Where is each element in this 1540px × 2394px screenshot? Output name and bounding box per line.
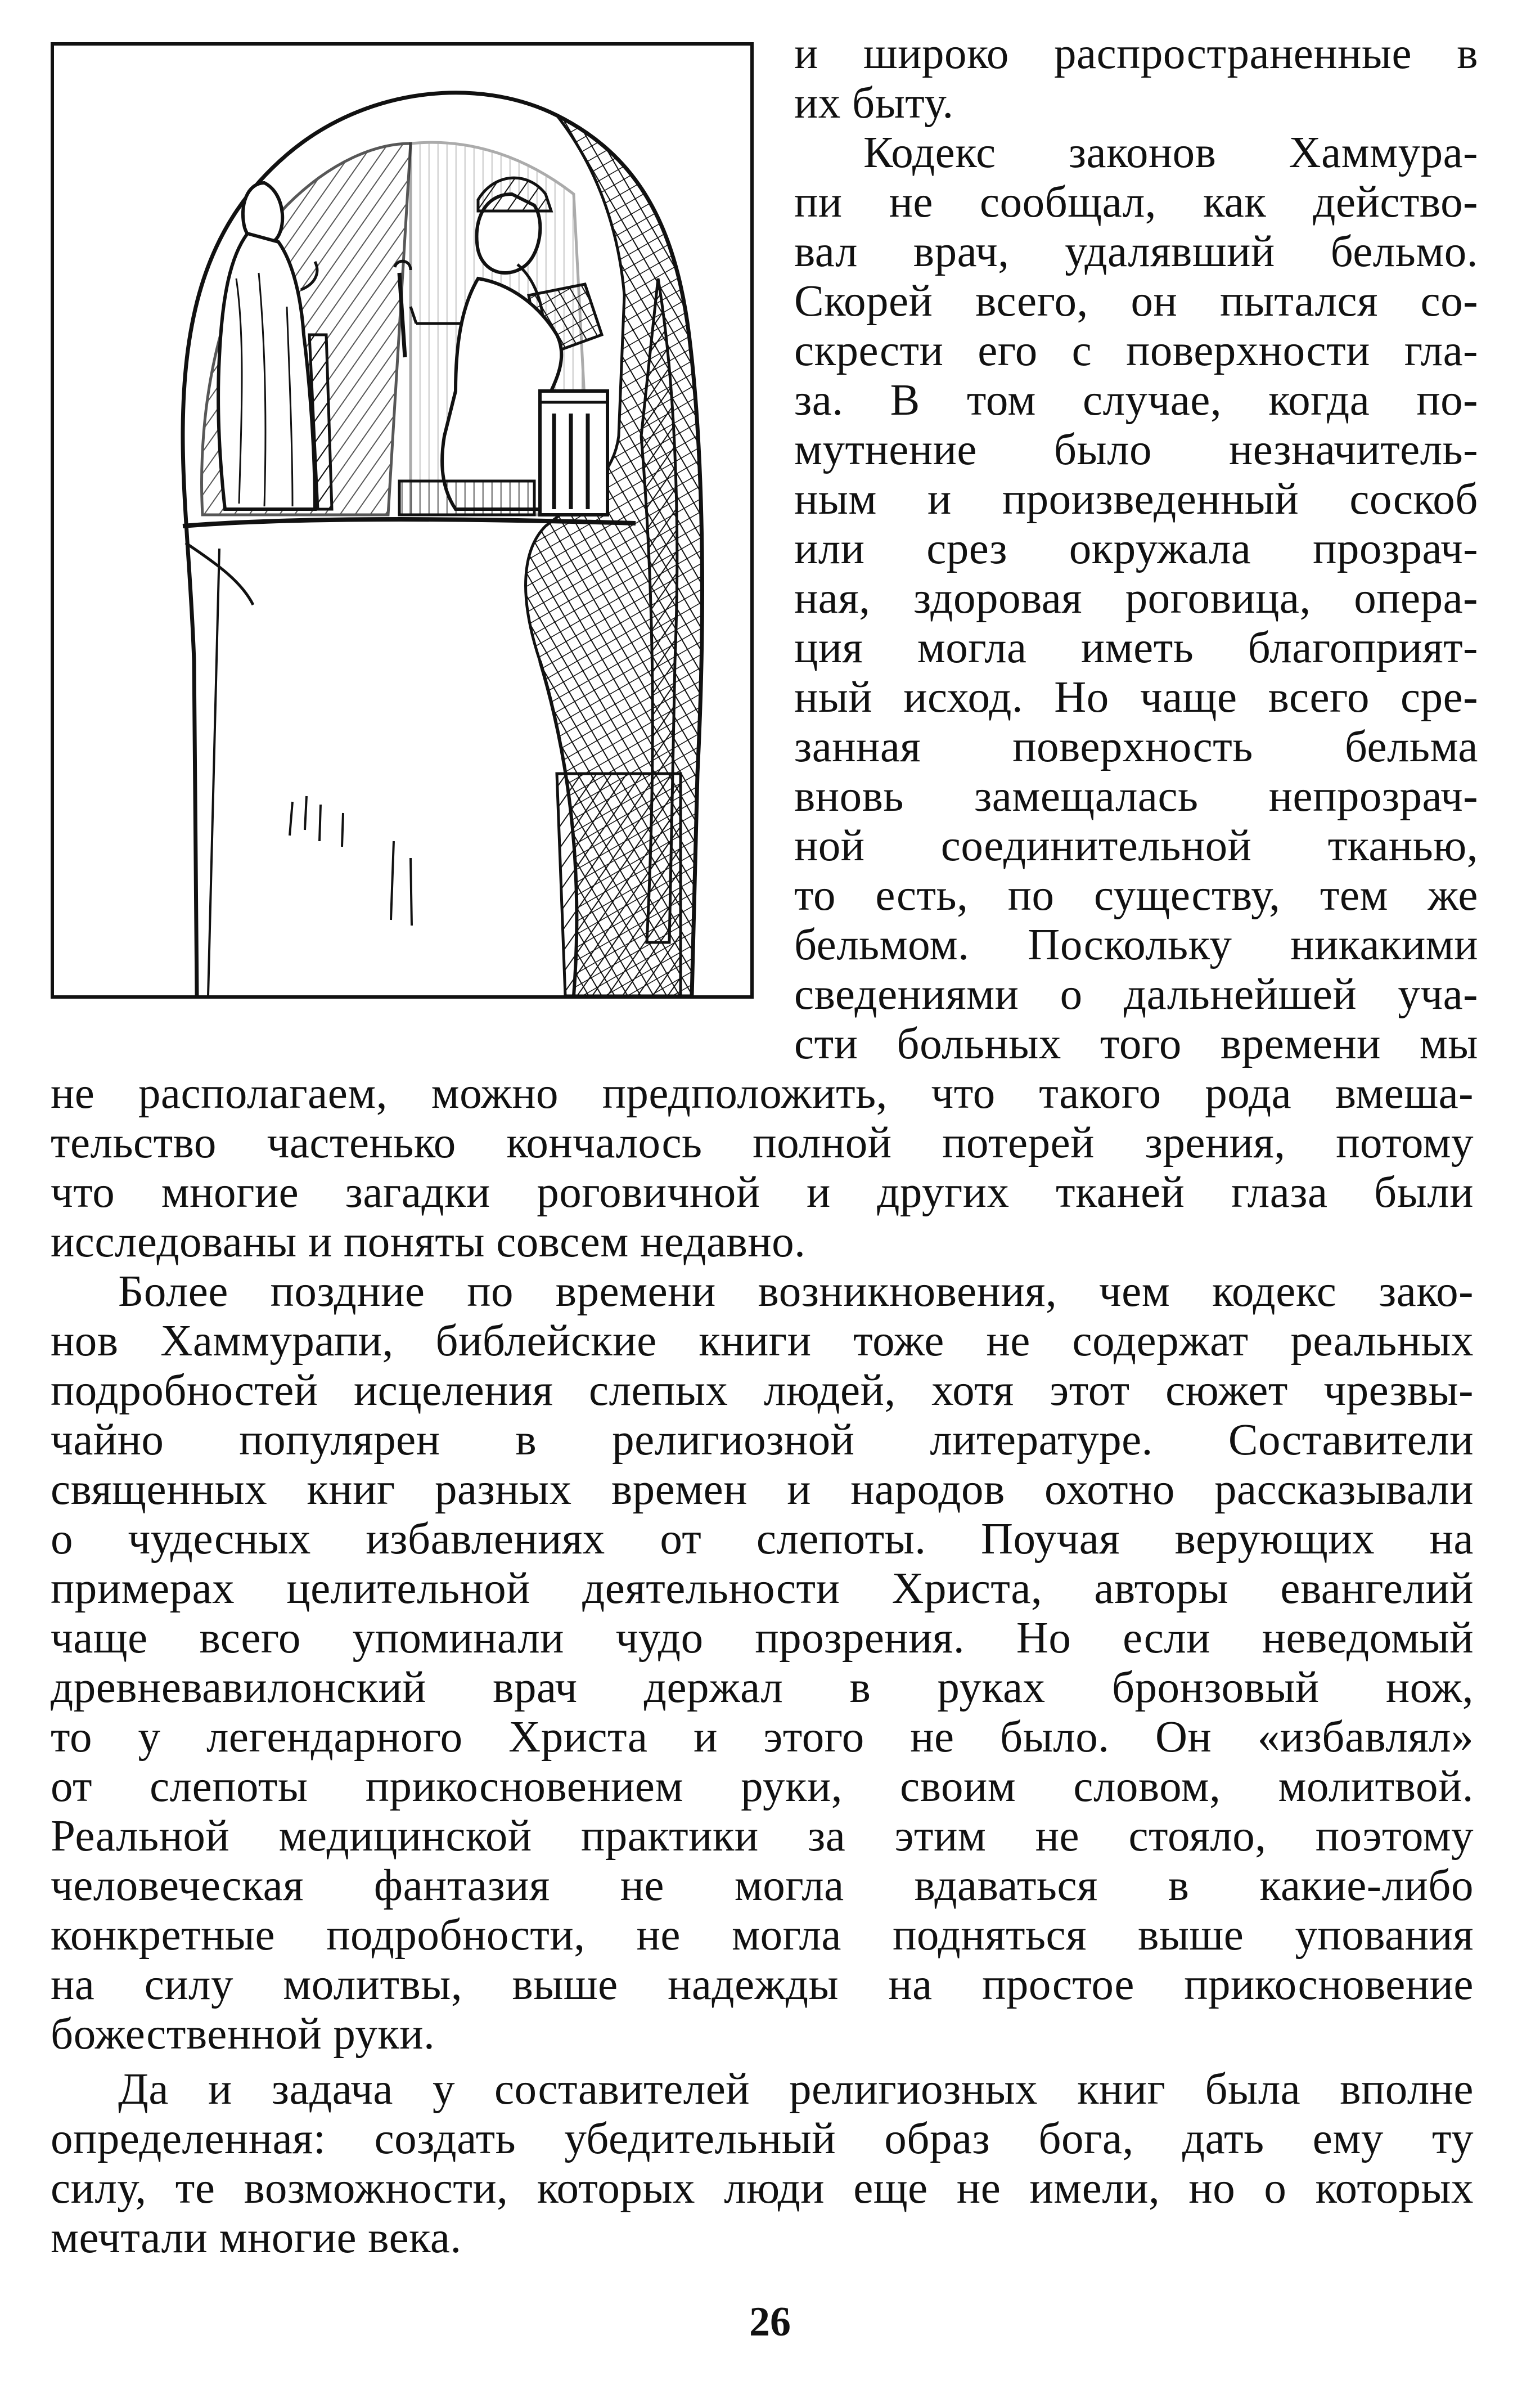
side-text-line: бельмом. Поскольку никакими [794, 920, 1478, 969]
body-text-line: конкретные подробности, не могла подняться выше упования [51, 1911, 1474, 1960]
side-text-line: то есть, по существу, тем же [794, 871, 1478, 920]
body-text-line: от слепоты прикосновением руки, своим словом, молитвой. [51, 1762, 1474, 1811]
side-text-line: Кодекс законов Хаммура- [863, 128, 1478, 177]
body-text-line: мечтали многие века. [51, 2213, 462, 2262]
body-text-line: Реальной медицинской практики за этим не стояло, поэтому [51, 1812, 1474, 1861]
side-text-line: занная поверхность бельма [794, 722, 1478, 771]
side-text-line: ция могла иметь благоприят- [794, 623, 1478, 672]
side-text-line: за. В том случае, когда по- [794, 376, 1478, 425]
body-text-line: тельство частенько кончалось полной потерей зрения, потому [51, 1119, 1474, 1167]
body-text-line: Да и задача у составителей религиозных книг была вполне [118, 2065, 1474, 2114]
body-text-line: определенная: создать убедительный образ бога, дать ему ту [51, 2114, 1474, 2163]
side-text-line: ным и произведенный соскоб [794, 475, 1478, 524]
side-text-line: скрести его с поверхности гла- [794, 326, 1478, 375]
body-text-line: древневавилонский врач держал в руках бронзовый нож, [51, 1663, 1474, 1712]
side-text-line: мутнение было незначитель- [794, 425, 1478, 474]
stele-illustration [51, 42, 754, 999]
body-text-line: исследованы и поняты совсем недавно. [51, 1218, 806, 1266]
body-text-line: чаще всего упоминали чудо прозрения. Но если неведомый [51, 1614, 1474, 1663]
side-text-line: ная, здоровая роговица, опера- [794, 574, 1478, 623]
body-text-line: подробностей исцеления слепых людей, хотя этот сюжет чрезвы- [51, 1366, 1474, 1415]
side-text-line: вал врач, удалявший бельмо. [794, 227, 1478, 276]
side-text-line: пи не сообщал, как действо- [794, 178, 1478, 227]
side-text-line: и широко распространенные в [794, 29, 1478, 78]
side-text-line: вновь замещалась непрозрач- [794, 772, 1478, 821]
page-number: 26 [749, 2299, 791, 2345]
body-text-line: человеческая фантазия не могла вдаваться в какие-либо [51, 1861, 1474, 1910]
body-text-line: нов Хаммурапи, библейские книги тоже не содержат реальных [51, 1317, 1474, 1366]
body-text-line: примерах целительной деятельности Христа, авторы евангелий [51, 1564, 1474, 1613]
side-text-line: их быту. [794, 79, 954, 128]
side-text-line: ной соединительной тканью, [794, 821, 1478, 870]
body-text-line: не располагаем, можно предположить, что такого рода вмеша- [51, 1069, 1474, 1118]
body-text-line: божественной руки. [51, 2010, 435, 2059]
body-text-line: что многие загадки роговичной и других тканей глаза были [51, 1168, 1474, 1217]
body-text-line: на силу молитвы, выше надежды на простое прикосновение [51, 1960, 1474, 2009]
body-text-line: Более поздние по времени возникновения, чем кодекс зако- [118, 1267, 1474, 1316]
body-text-line: о чудесных избавлениях от слепоты. Поучая верующих на [51, 1515, 1474, 1564]
body-text-line: силу, те возможности, которых люди еще не имели, но о которых [51, 2164, 1474, 2213]
body-text-line: то у легендарного Христа и этого не было. Он «избавлял» [51, 1713, 1474, 1762]
side-text-line: ный исход. Но чаще всего сре- [794, 673, 1478, 722]
side-text-line: или срез окружала прозрач- [794, 524, 1478, 573]
side-text-line: Скорей всего, он пытался со- [794, 277, 1478, 326]
body-text-line: священных книг разных времен и народов охотно рассказывали [51, 1465, 1474, 1514]
side-text-line: сведениями о дальнейшей уча- [794, 970, 1478, 1019]
side-text-line: сти больных того времени мы [794, 1019, 1478, 1068]
body-text-line: чайно популярен в религиозной литературе. Составители [51, 1416, 1474, 1465]
